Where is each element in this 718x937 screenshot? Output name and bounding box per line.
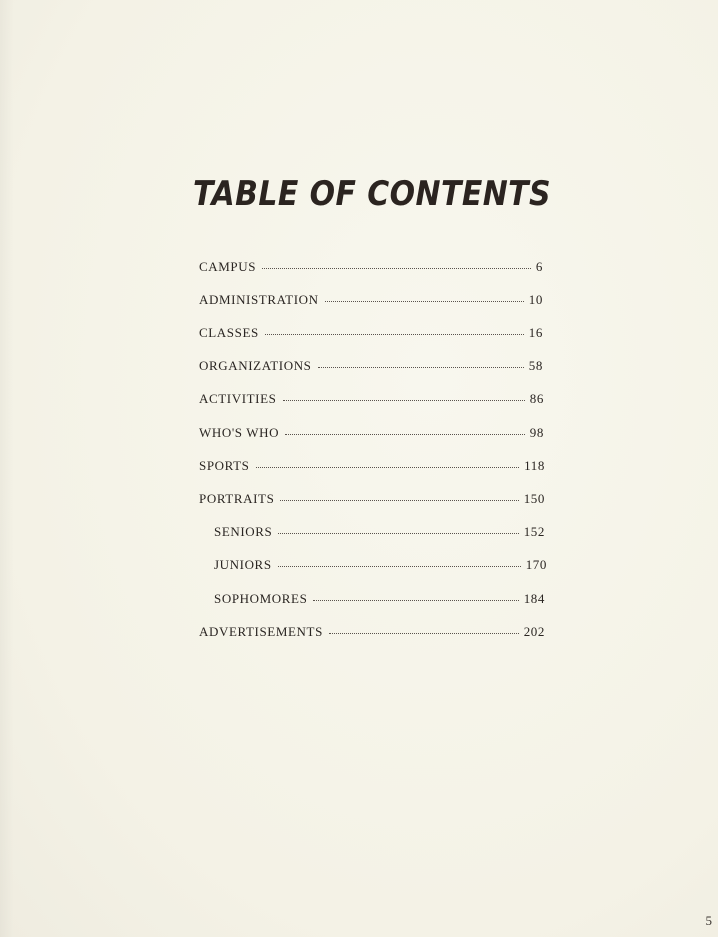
dot-leader [283, 400, 525, 401]
dot-leader [329, 633, 519, 634]
toc-entry-label: SPORTS [199, 458, 250, 473]
dot-leader [256, 467, 520, 468]
toc-entry-page: 170 [525, 557, 547, 572]
toc-entry-label: SOPHOMORES [214, 591, 308, 606]
toc-entry-label: ADVERTISEMENTS [199, 624, 323, 639]
toc-entry-label: ORGANIZATIONS [199, 358, 312, 373]
toc-entry-page: 6 [535, 259, 543, 274]
toc-entry-campus [199, 256, 543, 278]
toc-entry-page: 86 [529, 391, 544, 406]
dot-leader [265, 334, 524, 335]
toc-entry-label: WHO'S WHO [199, 425, 280, 440]
dot-leader [278, 533, 518, 534]
toc-entry-page: 184 [523, 591, 545, 606]
toc-entry-portraits [199, 488, 545, 510]
dot-leader [318, 367, 524, 368]
toc-entry-administration [199, 289, 543, 311]
toc-entry-advertisements [199, 621, 545, 643]
dot-leader [280, 500, 518, 501]
toc-entry-sports [199, 455, 545, 477]
dot-leader [325, 301, 524, 302]
toc-entry-label: SENIORS [214, 524, 273, 539]
dot-leader [285, 434, 525, 435]
toc-entry-page: 16 [528, 325, 543, 340]
toc-entry-organizations [199, 355, 543, 377]
toc-entry-page: 58 [528, 358, 543, 373]
toc-entry-sophomores [214, 588, 545, 610]
toc-entry-page: 10 [528, 292, 543, 307]
toc-entry-page: 118 [524, 458, 545, 473]
toc-entry-label: JUNIORS [214, 557, 272, 572]
dot-leader [262, 268, 531, 269]
toc-entry-classes [199, 322, 543, 344]
dot-leader [278, 566, 521, 567]
toc-entry-page: 150 [523, 491, 545, 506]
toc-entry-page: 98 [529, 425, 544, 440]
toc-entry-juniors [214, 554, 547, 576]
toc-entry-page: 152 [523, 524, 545, 539]
toc-entry-whos-who [199, 422, 544, 444]
page-number: 5 [705, 913, 712, 928]
toc-entry-seniors [214, 521, 545, 543]
dot-leader [313, 600, 518, 601]
toc-entry-label: ACTIVITIES [199, 391, 277, 406]
toc-entry-label: PORTRAITS [199, 491, 275, 506]
toc-entry-label: CAMPUS [199, 259, 257, 274]
toc-entry-activities [199, 388, 544, 410]
toc-entry-page: 202 [523, 624, 545, 639]
toc-entry-label: ADMINISTRATION [199, 292, 319, 307]
toc-entry-label: CLASSES [199, 325, 259, 340]
page-title: TABLE OF CONTENTS [193, 174, 552, 214]
